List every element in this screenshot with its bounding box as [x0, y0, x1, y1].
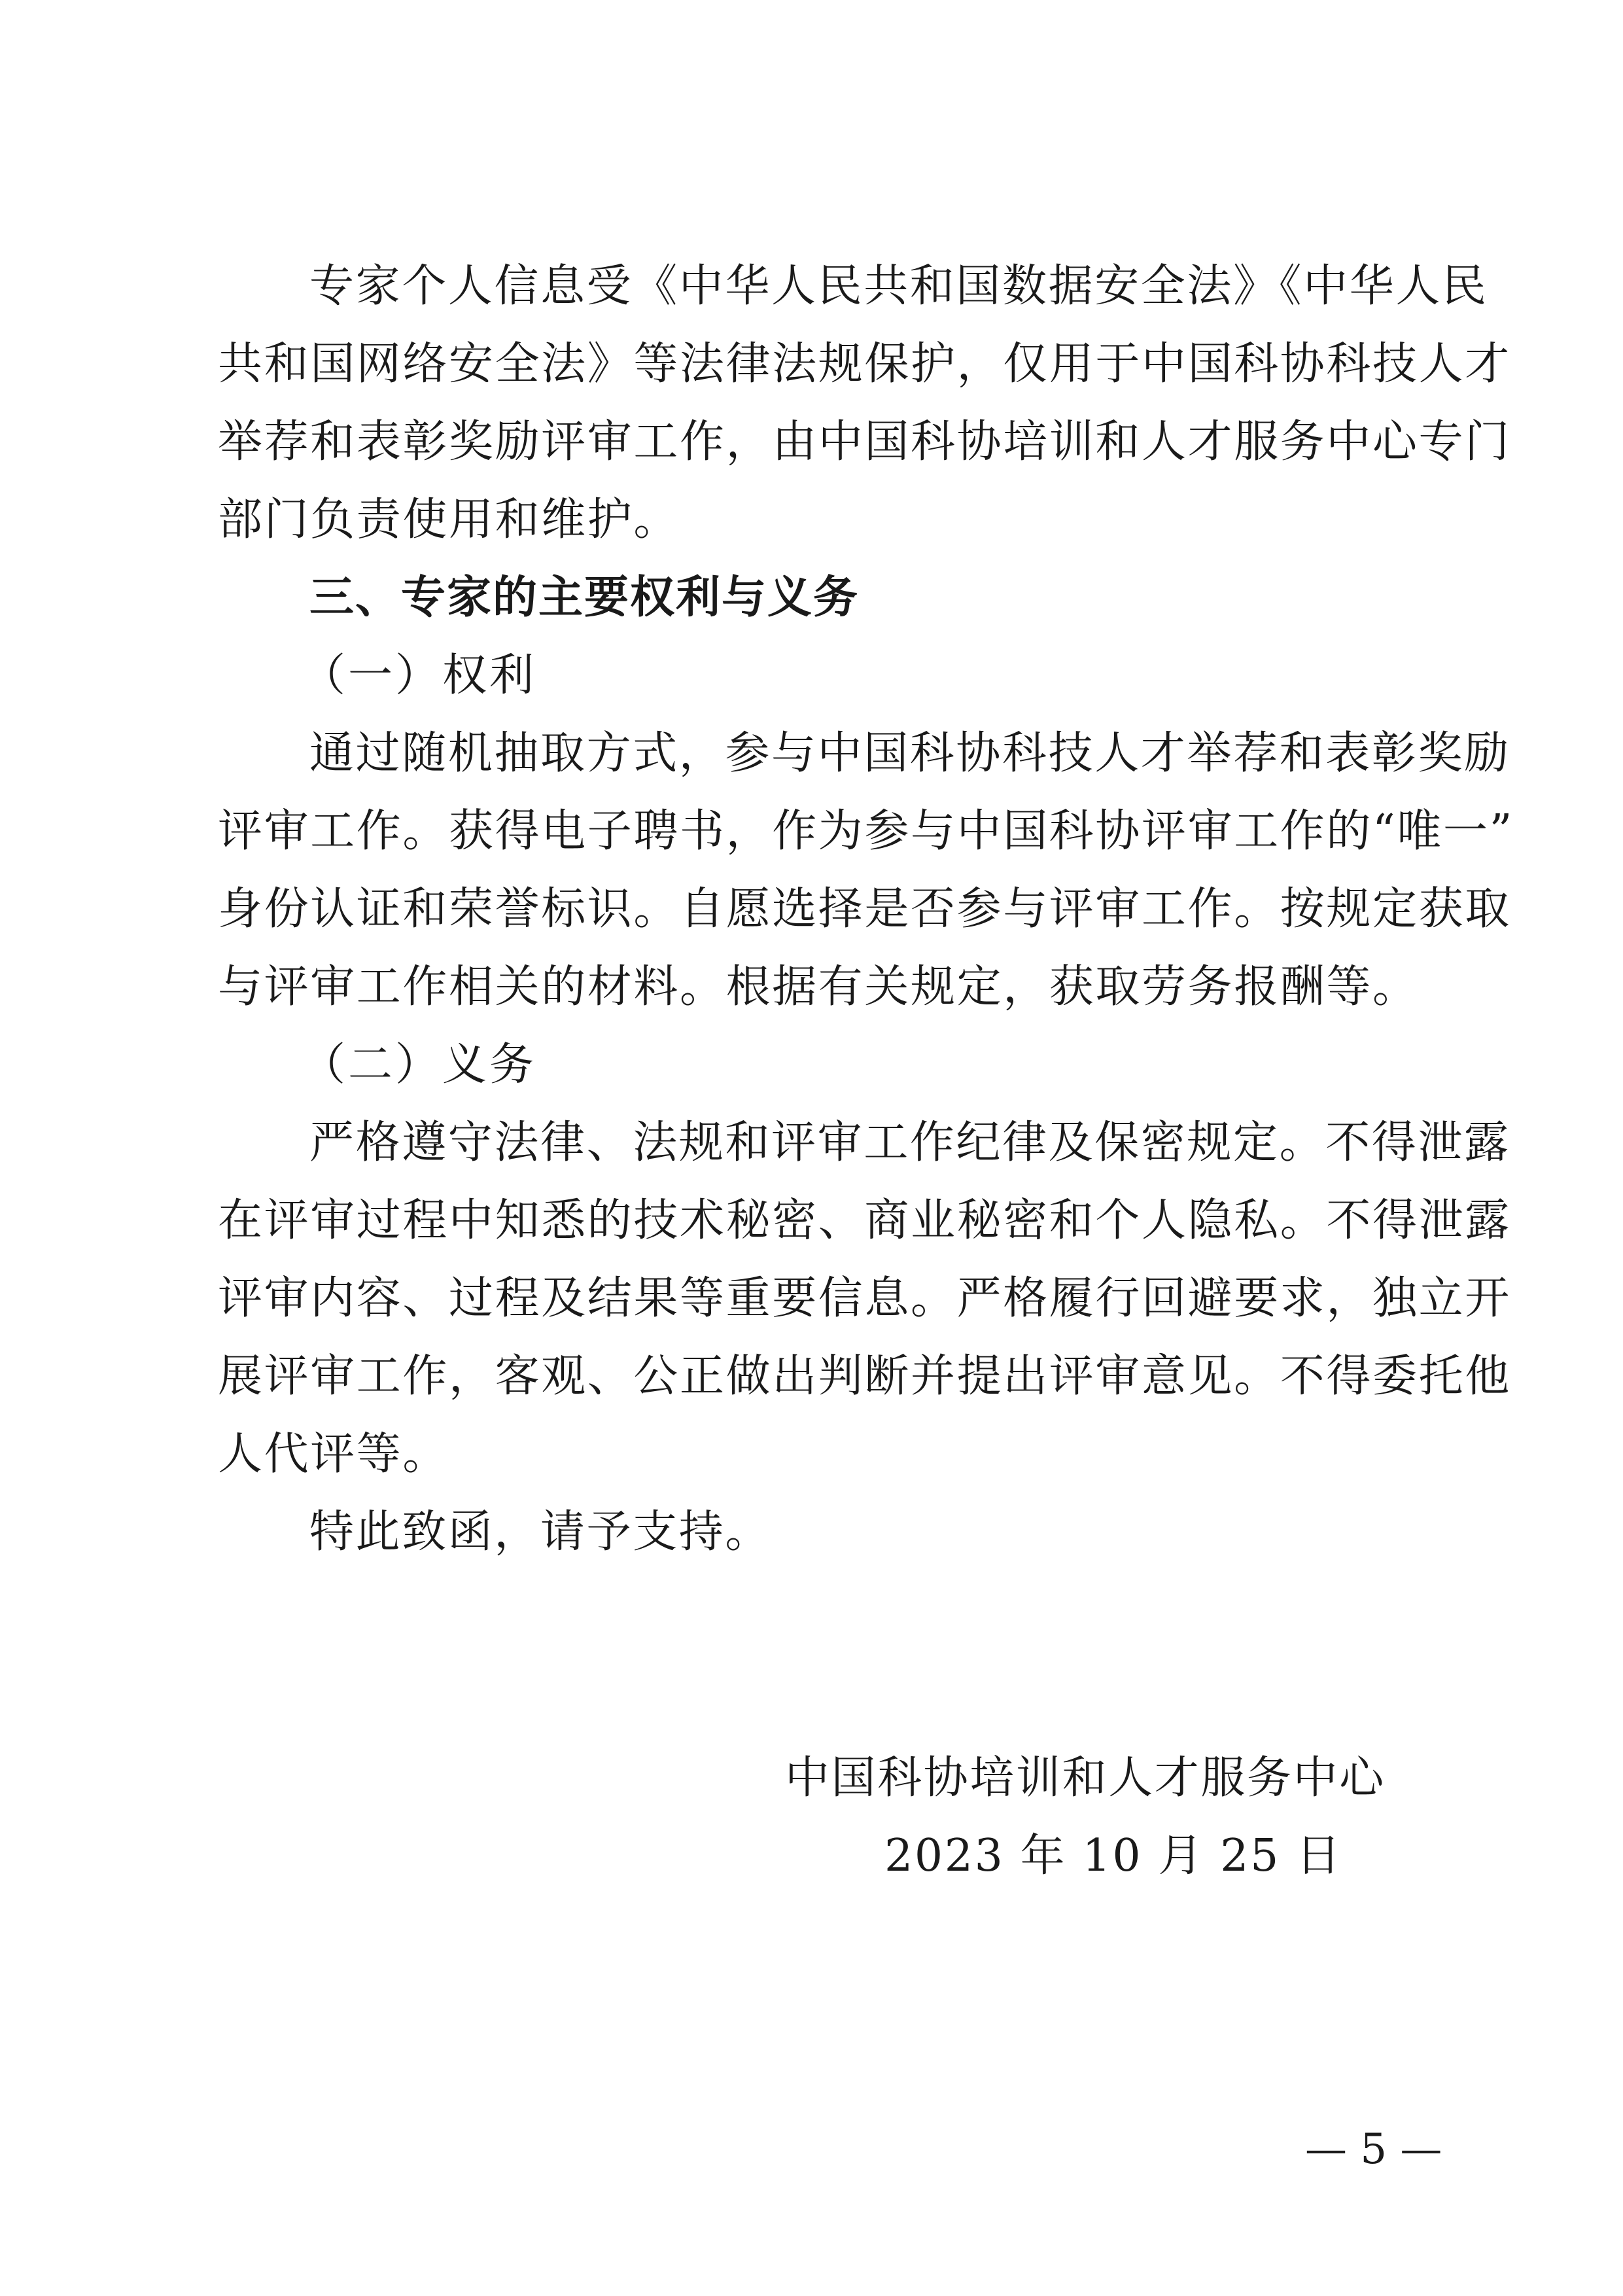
closing-line: 特此致函，请予支持。 [309, 1506, 772, 1558]
paragraph-line: 与评审工作相关的材料。根据有关规定，获取劳务报酬等。 [218, 961, 1419, 1013]
page-number: — 5 — [1305, 2125, 1442, 2174]
subsection-heading-rights: （一）权利 [301, 650, 537, 701]
paragraph-line: 评审工作。获得电子聘书，作为参与中国科协评审工作的“唯一” [218, 805, 1514, 857]
paragraph-line: 共和国网络安全法》等法律法规保护，仅用于中国科协科技人才 [218, 338, 1511, 390]
paragraph-line: 评审内容、过程及结果等重要信息。严格履行回避要求，独立开 [218, 1273, 1511, 1324]
subsection-heading-obligations: （二）义务 [301, 1039, 537, 1091]
signature-organization: 中国科协培训和人才服务中心 [785, 1752, 1386, 1804]
paragraph-line: 人代评等。 [218, 1428, 449, 1480]
section-heading: 三、专家的主要权利与义务 [309, 572, 860, 624]
paragraph-line: 举荐和表彰奖励评审工作，由中国科协培训和人才服务中心专门 [218, 416, 1511, 468]
paragraph-line: 严格遵守法律、法规和评审工作纪律及保密规定。不得泄露 [309, 1117, 1510, 1169]
paragraph-line: 部门负责使用和维护。 [218, 494, 680, 546]
signature-date: 2023 年 10 月 25 日 [884, 1830, 1342, 1882]
paragraph-line: 展评审工作，客观、公正做出判断并提出评审意见。不得委托他 [218, 1351, 1511, 1402]
paragraph-line: 通过随机抽取方式，参与中国科协科技人才举荐和表彰奖励 [309, 728, 1510, 779]
paragraph-line: 在评审过程中知悉的技术秘密、商业秘密和个人隐私。不得泄露 [218, 1195, 1511, 1246]
paragraph-line: 专家个人信息受《中华人民共和国数据安全法》《中华人民 [309, 260, 1488, 312]
paragraph-line: 身份认证和荣誉标识。自愿选择是否参与评审工作。按规定获取 [218, 883, 1511, 935]
